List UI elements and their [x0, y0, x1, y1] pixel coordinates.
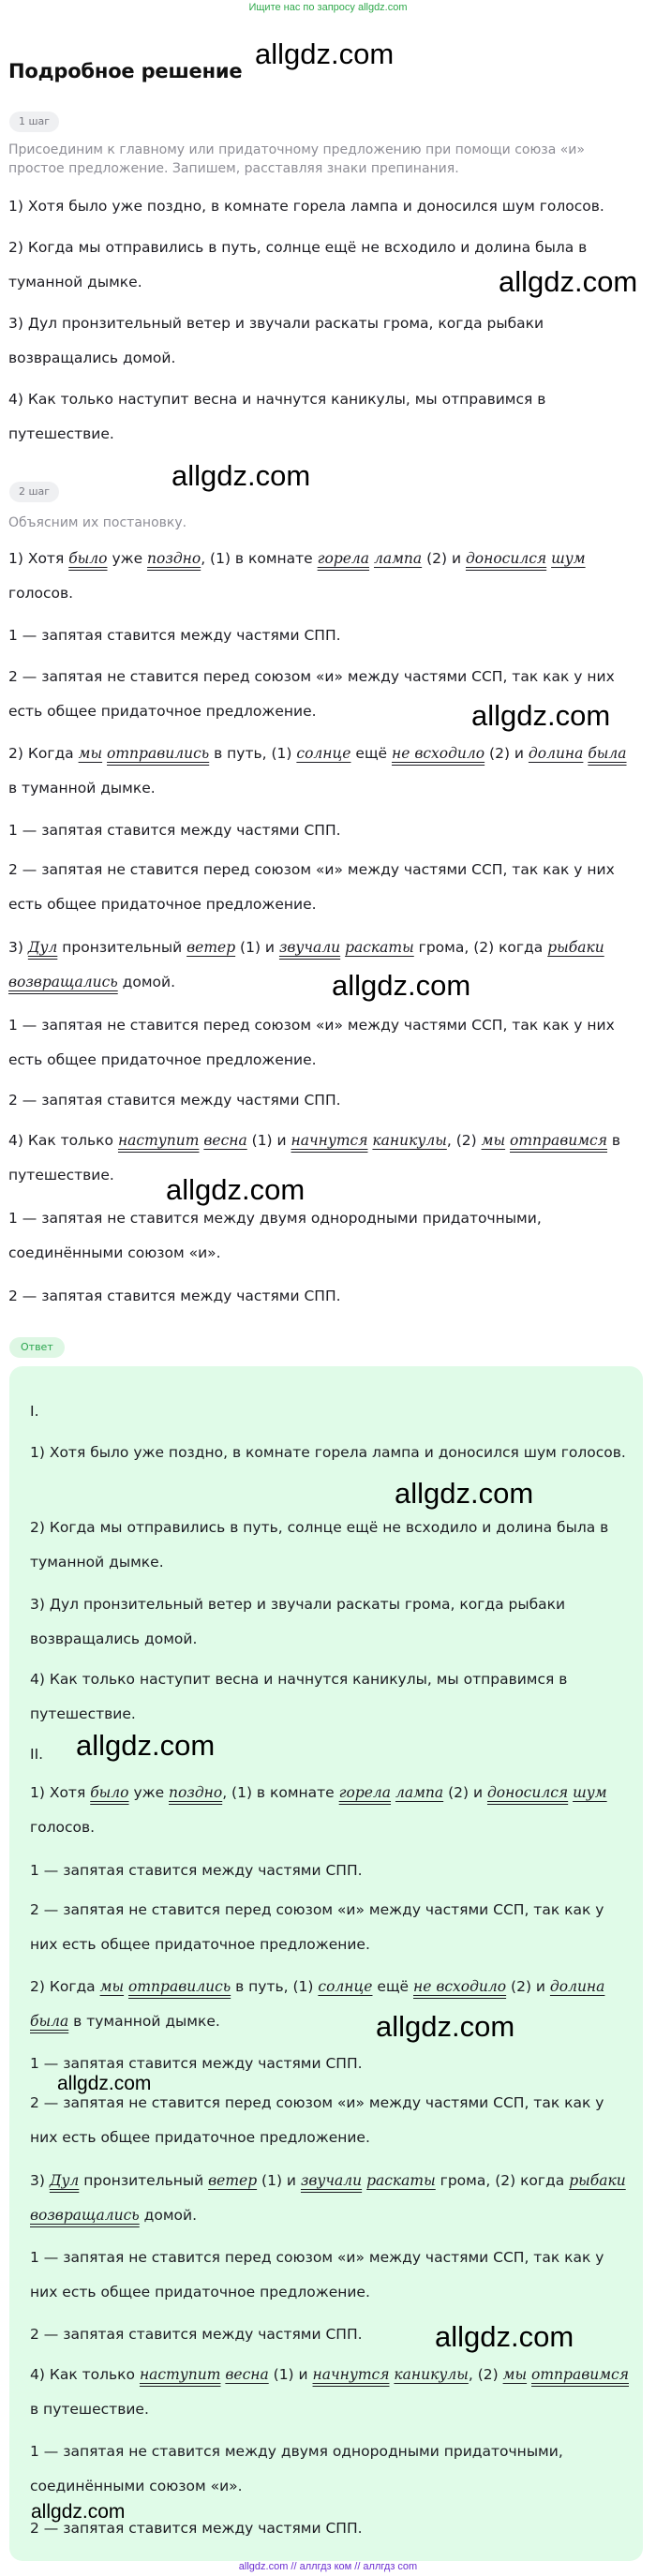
predicate: отправимся: [531, 2366, 629, 2383]
subject: долина: [528, 745, 584, 762]
predicate: поздно: [147, 550, 201, 567]
subject: мы: [481, 1132, 506, 1149]
answer-note-1-2: 2 — запятая не ставится перед союзом «и» между частями ССП, так как у них есть общее придаточное предложение.: [30, 1901, 604, 1953]
note-2-1: 1 — запятая ставится между частями СПП.: [8, 822, 341, 839]
predicate: возвращались: [8, 974, 118, 990]
predicate: наступит: [117, 1132, 200, 1149]
note-1-2: 2 — запятая не ставится перед союзом «и» между частями ССП, так как у них есть общее придаточное предложение.: [8, 668, 615, 720]
predicate: отправились: [107, 745, 210, 762]
watermark: allgdz.com: [435, 2320, 574, 2353]
answer-analysis-2: 2) Когда мы отправились в путь, (1) солнце ещё не всходило (2) и долина была в туманной дымке.: [30, 1978, 605, 2030]
analysis-sentence-2: 2) Когда мы отправились в путь, (1) солнце ещё не всходило (2) и долина была в туманной дымке.: [8, 745, 627, 797]
subject: ветер: [186, 939, 236, 956]
subject: долина: [549, 1978, 605, 1995]
answer-note-3-2: 2 — запятая ставится между частями СПП.: [30, 2326, 363, 2343]
step-2-badge: 2 шаг: [9, 482, 59, 502]
analysis-sentence-1: 1) Хотя было уже поздно, (1) в комнате горела лампа (2) и доносился шум голосов.: [8, 550, 586, 602]
predicate: было: [90, 1784, 129, 1801]
answer-sentence-4: 4) Как только наступит весна и начнутся каникулы, мы отправимся в путешествие.: [30, 1671, 568, 1722]
predicate: Дул: [49, 2172, 80, 2189]
subject: рыбаки: [569, 2172, 626, 2189]
predicate: наступит: [139, 2366, 221, 2383]
answer-part-1-label: I.: [30, 1403, 39, 1420]
predicate: доносился: [486, 1784, 569, 1801]
watermark: allgdz.com: [171, 459, 311, 492]
predicate: поздно: [169, 1784, 223, 1801]
note-3-2: 2 — запятая ставится между частями СПП.: [8, 1092, 341, 1109]
watermark: allgdz.com: [395, 1477, 534, 1510]
subject: ветер: [208, 2172, 258, 2189]
predicate: возвращались: [30, 2207, 140, 2224]
answer-analysis-1: 1) Хотя было уже поздно, (1) в комнате горела лампа (2) и доносился шум голосов.: [30, 1784, 607, 1836]
subject: весна: [203, 1132, 247, 1149]
footer-links[interactable]: allgdz.com // аллгдз ком // аллгдз com: [238, 2561, 418, 2572]
predicate: начнутся: [291, 1132, 368, 1149]
subject: раскаты: [366, 2172, 436, 2189]
subject: мы: [78, 745, 103, 762]
predicate: звучали: [300, 2172, 363, 2189]
predicate: отправимся: [510, 1132, 607, 1149]
subject: шум: [573, 1784, 607, 1801]
watermark: allgdz.com: [376, 2010, 515, 2043]
watermark: allgdz.com: [499, 265, 638, 298]
note-1-1: 1 — запятая ставится между частями СПП.: [8, 627, 341, 644]
search-hint-link[interactable]: Ищите нас по запросу allgdz.com: [248, 2, 408, 13]
predicate: была: [30, 2013, 69, 2030]
watermark: allgdz.com: [31, 2501, 126, 2523]
watermark: allgdz.com: [255, 37, 395, 70]
analysis-sentence-4: 4) Как только наступит весна (1) и начнутся каникулы, (2) мы отправимся в путешествие.: [8, 1132, 621, 1184]
step-2-description: Объясним их постановку.: [8, 515, 187, 530]
watermark: allgdz.com: [57, 2073, 152, 2094]
predicate: звучали: [278, 939, 341, 956]
page-title: Подробное решение: [8, 60, 243, 82]
analysis-sentence-3: 3) Дул пронзительный ветер (1) и звучали раскаты грома, (2) когда рыбаки возвращались домой.: [8, 939, 604, 990]
step-1-sentence-3: 3) Дул пронзительный ветер и звучали раскаты грома, когда рыбаки возвращались домой.: [8, 315, 544, 366]
predicate: горела: [338, 1784, 392, 1801]
subject: шум: [551, 550, 586, 567]
answer-note-2-2: 2 — запятая не ставится перед союзом «и» между частями ССП, так как у них есть общее придаточное предложение.: [30, 2094, 604, 2146]
subject: каникулы: [394, 2366, 469, 2383]
predicate: не всходило: [392, 745, 485, 762]
note-4-1: 1 — запятая не ставится между двумя однородными придаточными, соединёнными союзом «и».: [8, 1210, 542, 1261]
step-1-sentence-4: 4) Как только наступит весна и начнутся каникулы, мы отправимся в путешествие.: [8, 391, 546, 442]
subject: солнце: [318, 1978, 373, 1995]
subject: мы: [99, 1978, 125, 1995]
step-1-sentence-1: 1) Хотя было уже поздно, в комнате горела лампа и доносился шум голосов.: [8, 198, 604, 215]
answer-analysis-3: 3) Дул пронзительный ветер (1) и звучали раскаты грома, (2) когда рыбаки возвращались домой.: [30, 2172, 626, 2224]
subject: солнце: [296, 745, 351, 762]
predicate: не всходило: [413, 1978, 507, 1995]
predicate: отправились: [128, 1978, 231, 1995]
predicate: была: [588, 745, 627, 762]
step-1-description: Присоединим к главному или придаточному предложению при помощи союза «и» простое предложение. Запишем, расставляя знаки препинания.: [8, 142, 585, 176]
answer-analysis-4: 4) Как только наступит весна (1) и начнутся каникулы, (2) мы отправимся в путешествие.: [30, 2366, 629, 2418]
answer-note-4-1: 1 — запятая не ставится между двумя однородными придаточными, соединёнными союзом «и».: [30, 2443, 563, 2494]
step-1-badge: 1 шаг: [9, 112, 59, 132]
predicate: начнутся: [312, 2366, 390, 2383]
watermark: allgdz.com: [76, 1729, 216, 1762]
answer-badge: Ответ: [9, 1337, 65, 1358]
subject: лампа: [373, 550, 423, 567]
answer-sentence-1: 1) Хотя было уже поздно, в комнате горела лампа и доносился шум голосов.: [30, 1444, 626, 1461]
subject: лампа: [395, 1784, 444, 1801]
answer-note-3-1: 1 — запятая не ставится перед союзом «и» между частями ССП, так как у них есть общее придаточное предложение.: [30, 2249, 604, 2301]
answer-part-2-label: II.: [30, 1746, 44, 1763]
subject: раскаты: [345, 939, 414, 956]
subject: каникулы: [372, 1132, 447, 1149]
answer-note-4-2: 2 — запятая ставится между частями СПП.: [30, 2520, 363, 2537]
step-1-sentence-2: 2) Когда мы отправились в путь, солнце ещё не всходило и долина была в туманной дымке.: [8, 239, 588, 290]
answer-note-2-1: 1 — запятая ставится между частями СПП.: [30, 2055, 363, 2072]
answer-note-1-1: 1 — запятая ставится между частями СПП.: [30, 1862, 363, 1879]
answer-sentence-2: 2) Когда мы отправились в путь, солнце ещё не всходило и долина была в туманной дымке.: [30, 1519, 609, 1571]
predicate: горела: [317, 550, 370, 567]
answer-box: [9, 1366, 643, 2561]
subject: мы: [502, 2366, 528, 2383]
predicate: было: [68, 550, 108, 567]
note-4-2: 2 — запятая ставится между частями СПП.: [8, 1288, 341, 1304]
predicate: Дул: [27, 939, 58, 956]
subject: весна: [225, 2366, 269, 2383]
answer-sentence-3: 3) Дул пронзительный ветер и звучали раскаты грома, когда рыбаки возвращались домой.: [30, 1596, 566, 1647]
subject: рыбаки: [547, 939, 604, 956]
note-3-1: 1 — запятая не ставится перед союзом «и» между частями ССП, так как у них есть общее придаточное предложение.: [8, 1017, 615, 1068]
predicate: доносился: [465, 550, 547, 567]
note-2-2: 2 — запятая не ставится перед союзом «и» между частями ССП, так как у них есть общее придаточное предложение.: [8, 861, 615, 913]
watermark: allgdz.com: [166, 1173, 306, 1206]
watermark: allgdz.com: [471, 699, 611, 732]
watermark: allgdz.com: [332, 969, 471, 1002]
